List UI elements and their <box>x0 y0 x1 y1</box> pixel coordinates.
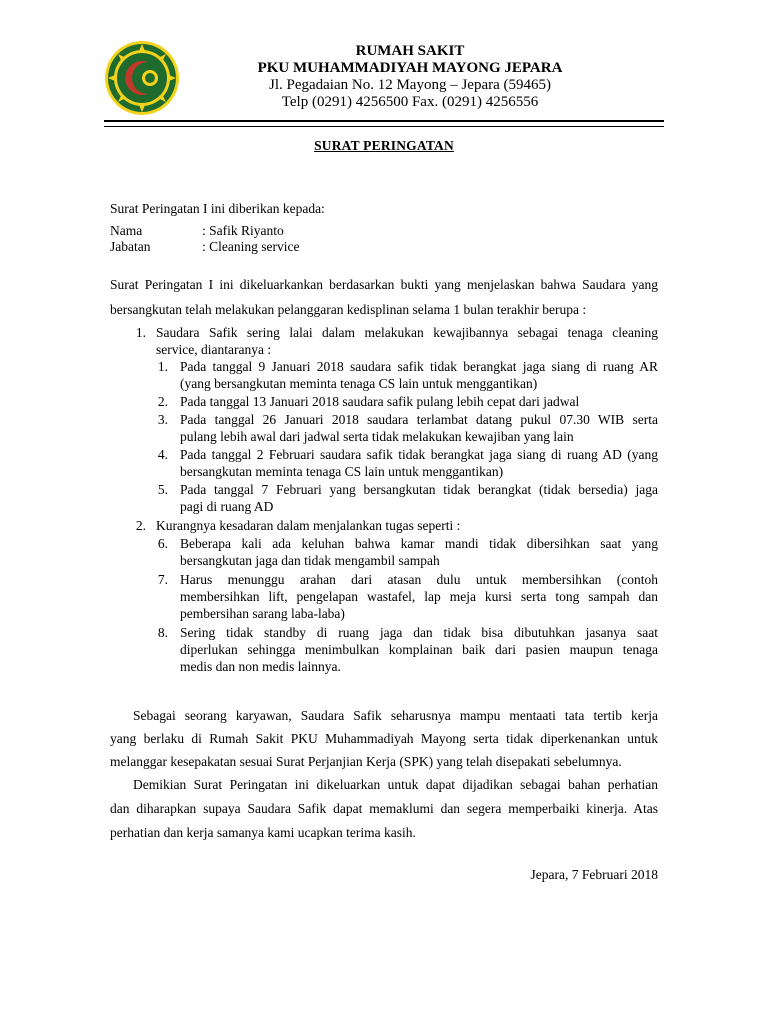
sub-item-line: bersangkutan meminta tenaga CS lain untuk menggantikan) <box>180 464 504 479</box>
point-number: 2. <box>135 518 146 533</box>
closing-line: Sebagai seorang karyawan, Saudara Safik seharusnya mampu mentaati tata tertib kerja <box>133 708 658 723</box>
sub-item-line: bersangkutan jaga dan tidak mengambil sampah <box>180 553 440 568</box>
opening-line: bersangkutan telah melakukan pelanggaran kedisplinan selama 1 bulan terakhir berupa : <box>110 302 587 317</box>
sub-item-number: 5. <box>157 482 168 497</box>
position-label: Jabatan <box>110 239 151 254</box>
closing-line: yang berlaku di Rumah Sakit PKU Muhammadiyah Mayong serta tidak diperkenankan untuk <box>110 731 658 746</box>
sub-item-line: Sering tidak standby di ruang jaga dan tidak bisa dibutuhkan jasanya saat <box>180 625 658 640</box>
sub-item-line: Pada tanggal 13 Januari 2018 saudara safik pulang lebih cepat dari jadwal <box>180 394 580 409</box>
point-line: service, diantaranya : <box>156 342 272 357</box>
sub-item-line: pulang lebih awal dari jadwal serta tidak melakukan kewajiban yang lain <box>180 429 574 444</box>
sub-item-line: (yang bersangkutan meminta tenaga CS lain untuk menggantikan) <box>180 376 538 391</box>
opening-line: Surat Peringatan I ini dikeluarkankan berdasarkan bukti yang menjelaskan bahwa Saudara yang <box>110 277 658 292</box>
point-line: Kurangnya kesadaran dalam menjalankan tugas seperti : <box>156 518 461 533</box>
header-rule-thin <box>104 126 664 127</box>
date-place: Jepara, 7 Februari 2018 <box>530 867 658 882</box>
sub-item-line: Harus menunggu arahan dari atasan dulu untuk membersihkan (contoh <box>180 572 658 587</box>
sub-item-number: 6. <box>157 536 168 551</box>
sub-item-line: Pada tanggal 2 Februari saudara safik tidak berangkat jaga siang di ruang AD (yang <box>180 447 658 462</box>
point-number: 1. <box>135 325 146 340</box>
sub-item-number: 4. <box>157 447 168 462</box>
closing-line: perhatian dan kerja samanya kami ucapkan terima kasih. <box>110 825 416 840</box>
name-label: Nama <box>110 223 143 238</box>
header-line2: PKU MUHAMMADIYAH MAYONG JEPARA <box>257 60 563 76</box>
sub-item-line: medis dan non medis lainnya. <box>180 659 341 674</box>
sub-item-number: 3. <box>157 412 168 427</box>
header-address: Jl. Pegadaian No. 12 Mayong – Jepara (59465) <box>268 77 552 93</box>
closing-line: dan diharapkan supaya Saudara Safik dapat memaklumi dan segera memperbaiki kinerja. Atas <box>110 801 658 816</box>
name-value: : Safik Riyanto <box>202 223 284 238</box>
sub-item-number: 2. <box>157 394 168 409</box>
header-phone: Telp (0291) 4256500 Fax. (0291) 4256556 <box>281 94 539 110</box>
sub-item-line: Pada tanggal 9 Januari 2018 saudara safik tidak berangkat jaga siang di ruang AR <box>180 359 658 374</box>
closing-line: melanggar kesepakatan sesuai Surat Perjanjian Kerja (SPK) yang telah disepakati sebelumnya. <box>110 754 622 769</box>
header-rule-thick <box>104 120 664 122</box>
sub-item-line: Pada tanggal 7 Februari yang bersangkutan tidak berangkat (tidak bersedia) jaga <box>180 482 658 497</box>
hospital-logo <box>104 40 180 116</box>
sub-item-line: pembersihan sarang laba-laba) <box>180 606 345 621</box>
sub-item-line: pagi di ruang AD <box>180 499 274 514</box>
sub-item-line: Beberapa kali ada keluhan bahwa kamar mandi tidak dibersihkan saat yang <box>180 536 658 551</box>
sub-item-number: 1. <box>157 359 168 374</box>
header-line1: RUMAH SAKIT <box>355 43 465 59</box>
point-line: Saudara Safik sering lalai dalam melakukan kewajibannya sebagai tenaga cleaning <box>156 325 658 340</box>
sub-item-line: diperlukan sehingga menimbulkan komplainan baik dari pasien maupun tenaga <box>180 642 658 657</box>
closing-line: Demikian Surat Peringatan ini dikeluarkan untuk dapat dijadikan sebagai bahan perhatian <box>133 777 658 792</box>
position-value: : Cleaning service <box>202 239 300 254</box>
letter-title: SURAT PERINGATAN <box>314 138 454 153</box>
sub-item-number: 7. <box>157 572 168 587</box>
sub-item-number: 8. <box>157 625 168 640</box>
intro-text: Surat Peringatan I ini diberikan kepada: <box>110 201 325 216</box>
sub-item-line: Pada tanggal 26 Januari 2018 saudara terlambat datang pukul 07.30 WIB serta <box>180 412 658 427</box>
sub-item-line: membersihkan lift, pengelapan wastafel, lap meja kursi serta tong sampah dan <box>180 589 658 604</box>
